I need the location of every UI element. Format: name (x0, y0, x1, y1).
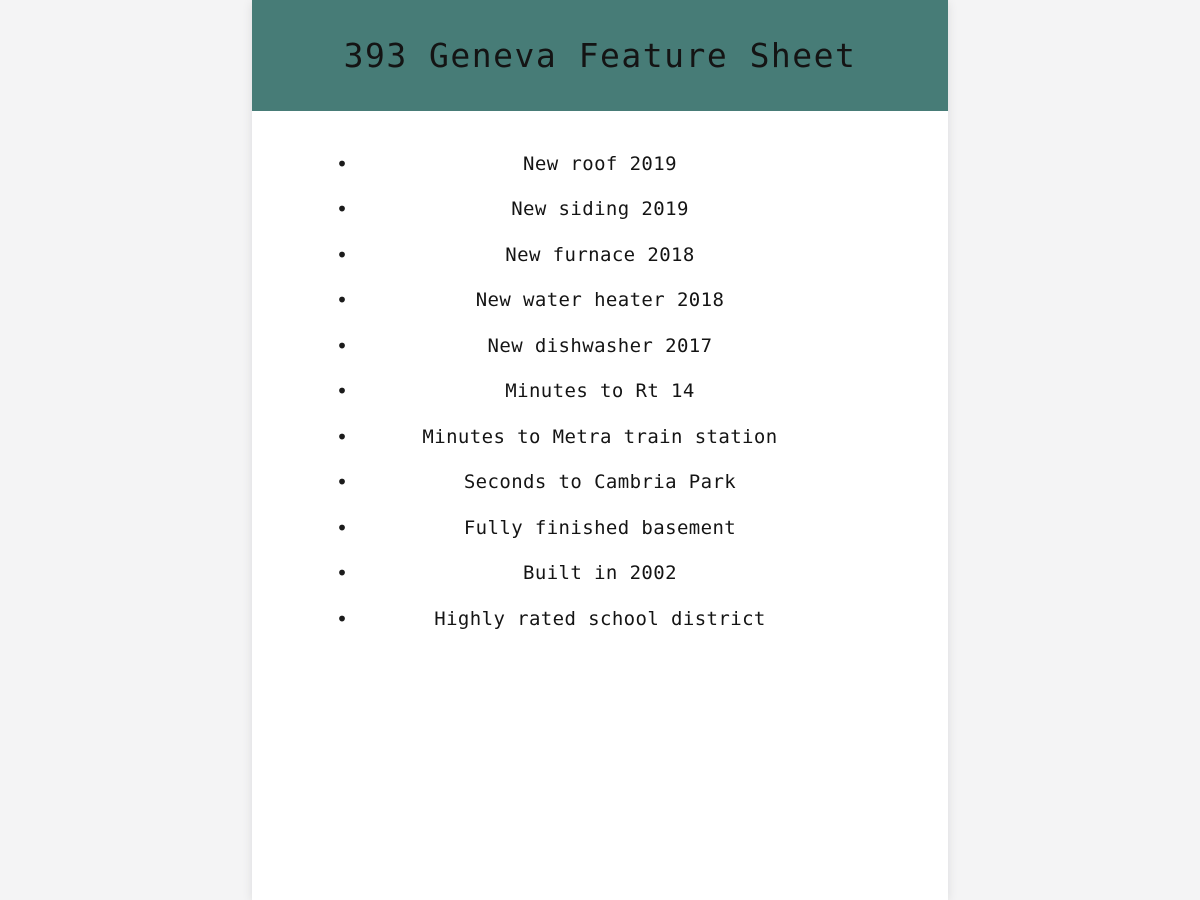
feature-text: New siding 2019 (511, 198, 689, 221)
list-item (252, 141, 948, 187)
list-item (252, 596, 948, 642)
bullet-icon: • (336, 197, 349, 222)
document-header-band (252, 0, 948, 111)
list-item (252, 505, 948, 551)
bullet-icon: • (336, 333, 349, 358)
bullet-icon: • (336, 151, 349, 176)
bullet-icon: • (336, 379, 349, 404)
feature-text: New water heater 2018 (475, 289, 725, 312)
list-item (252, 323, 948, 369)
feature-text: New dishwasher 2017 (487, 334, 713, 357)
feature-list (252, 111, 948, 642)
feature-text: Fully finished basement (463, 516, 737, 539)
bullet-icon: • (336, 424, 349, 449)
feature-text: Seconds to Cambria Park (463, 471, 737, 494)
list-item (252, 187, 948, 233)
bullet-icon: • (336, 561, 349, 586)
list-item (252, 278, 948, 324)
bullet-icon: • (336, 288, 349, 313)
page-title: 393 Geneva Feature Sheet (343, 36, 857, 75)
list-item (252, 460, 948, 506)
feature-text: Highly rated school district (434, 607, 766, 630)
feature-text: Built in 2002 (523, 562, 677, 585)
feature-text: Minutes to Rt 14 (505, 380, 695, 403)
list-item (252, 369, 948, 415)
feature-text: New roof 2019 (523, 152, 677, 175)
bullet-icon: • (336, 515, 349, 540)
list-item (252, 232, 948, 278)
bullet-icon: • (336, 242, 349, 267)
list-item (252, 551, 948, 597)
list-item (252, 414, 948, 460)
feature-text: Minutes to Metra train station (422, 425, 778, 448)
feature-sheet-document (252, 0, 948, 900)
feature-text: New furnace 2018 (505, 243, 695, 266)
bullet-icon: • (336, 470, 349, 495)
bullet-icon: • (336, 606, 349, 631)
